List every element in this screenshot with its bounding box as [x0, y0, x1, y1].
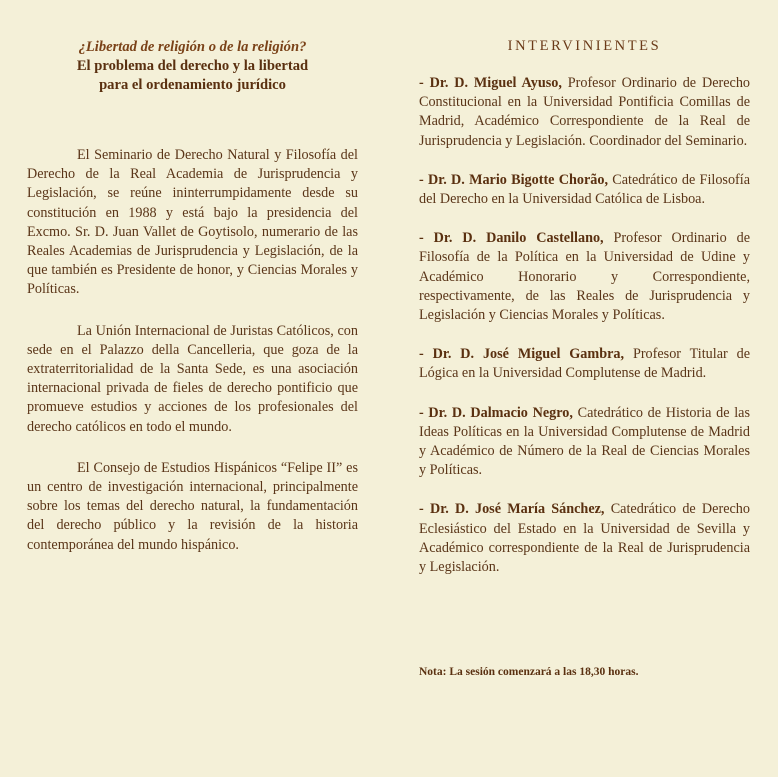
speaker-name: - Dr. D. José María Sánchez, — [419, 501, 605, 518]
title-question: ¿Libertad de religión o de la religión? — [78, 39, 307, 55]
session-note: Nota: La sesión comenzará a las 18,30 horas. — [419, 666, 639, 678]
speaker-name: - Dr. D. José Miguel Gambra, — [419, 346, 625, 363]
speaker-description: Catedrático de Historia de las Ideas Políticas en la Universidad Complutense de Madrid y Académico de Número de la Real de Ciencias Morales y Políticas. — [419, 404, 751, 479]
speaker-description: Catedrático de Filosofía del Derecho en la Universidad Católica de Lisboa. — [419, 171, 750, 208]
speaker-entry — [419, 229, 750, 325]
speaker-name: - Dr. D. Miguel Ayuso, — [419, 75, 562, 91]
seminar-title — [27, 38, 358, 95]
speaker-entry — [419, 171, 750, 209]
speaker-name: - Dr. D. Dalmacio Negro, — [419, 404, 573, 421]
speaker-description: Profesor Ordinario de Derecho Constitucional en la Universidad Pontificia Comillas de Madrid, Académico Correspondiente de la Real de Jurisprudencia y Legislación. Coordinador del Seminario. — [419, 75, 751, 149]
right-column — [419, 38, 750, 597]
paragraph-seminario: El Seminario de Derecho Natural y Filosofía del Derecho de la Real Academia de Jurisprudencia y Legislación, se reúne ininterrumpidamente desde su constitución en 1988 y está bajo la presidencia del Excmo. Sr. D. Juan Vallet de Goytisolo, numerario de las Reales Academias de Jurisprudencia y Legislación, de la que también es Presidente de honor, y Ciencias Morales y Políticas. — [27, 147, 358, 298]
speaker-description: Profesor Titular de Lógica en la Universidad Complutense de Madrid. — [419, 346, 751, 382]
speaker-entry — [419, 345, 750, 383]
title-subtitle-line1: El problema del derecho y la libertad — [76, 58, 309, 74]
speaker-name: - Dr. D. Mario Bigotte Chorão, — [419, 171, 608, 188]
speaker-description: Profesor Ordinario de Filosofía de la Política en la Universidad de Udine y Académico Honorario y Correspondiente, respectivamente, de las Reales de Jurisprudencia y Legislación y Ciencias Morales y Políticas. — [419, 230, 751, 324]
speaker-entry — [419, 404, 750, 481]
left-column — [27, 38, 358, 555]
speaker-entry — [419, 500, 750, 577]
speaker-name: - Dr. D. Danilo Castellano, — [419, 230, 604, 247]
paragraph-union-juristas: La Unión Internacional de Juristas Católicos, con sede en el Palazzo della Cancelleria, que goza de la extraterritorialidad de la Santa Sede, es una asociación internacional privada de fieles de derecho pontificio que promueve estudios y acciones de los profesionales del derecho católicos en todo el mundo. — [27, 322, 358, 435]
title-subtitle-line2: para el ordenamiento jurídico — [99, 77, 286, 93]
speaker-entry — [419, 74, 750, 151]
speakers-heading: INTERVINIENTES — [507, 38, 662, 54]
speaker-description: Catedrático de Derecho Eclesiástico del Estado en la Universidad de Sevilla y Académico correspondiente de la Real de Jurisprudencia y Legislación. — [419, 501, 750, 576]
paragraph-consejo-estudios: El Consejo de Estudios Hispánicos “Felipe II” es un centro de investigación internacional, principalmente sobre los temas del derecho natural, la fundamentación del derecho público y la revisión de la historia contemporánea del mundo hispánico. — [27, 459, 358, 553]
